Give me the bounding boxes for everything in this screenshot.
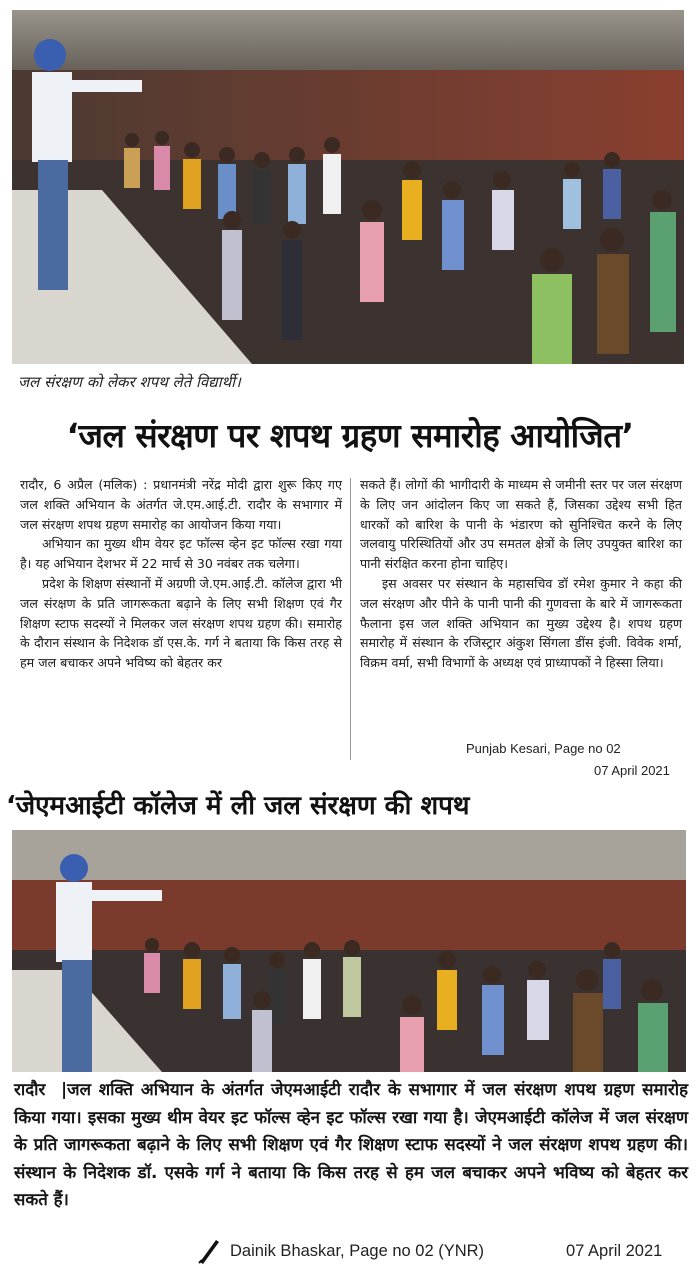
article-column-right (360, 475, 682, 673)
photo-students-oath-1 (12, 10, 684, 364)
headline-dainik-bhaskar: ‘जेएमआईटी कॉलेज में ली जल संरक्षण की शपथ (6, 791, 470, 821)
article-text: जल शक्ति अभियान के अंतर्गत जेएमआईटी रादौर के सभागार में जल संरक्षण शपथ ग्रहण समारोह किया गया। इसका मुख्य थीम वेयर इट फॉल्स व्हेन इट फॉल्स रखा गया है। जेएमआईटी कॉलेज में जल संरक्षण के प्रति जागरूकता बढ़ाने के लिए सभी शिक्षण एवं गैर शिक्षण स्टाफ सदस्यों ने जल संरक्षण शपथ ग्रहण की। संस्थान के निदेशक डॉ. एसके गर्ग ने बताया कि किस तरह से हम जल बचाकर अपने भविष्य को बेहतर कर सकते हैं। (14, 1079, 688, 1209)
date-label: 07 April 2021 (594, 763, 670, 778)
article-column-left (20, 475, 342, 673)
paragraph: अभियान का मुख्य थीम वेयर इट फॉल्स व्हेन इट फॉल्स रखा गया है। यह अभियान देशभर में 22 मार्च से 30 नवंबर तक चलेगा। (20, 536, 342, 572)
source-label: Dainik Bhaskar, Page no 02 (YNR) (230, 1242, 485, 1260)
dateline: रादौर (14, 1079, 46, 1099)
paragraph: इस अवसर पर संस्थान के महासचिव डॉ रमेश कुमार ने कहा की जल संरक्षण और पीने के पानी पानी की गुणवत्ता के बारे में जागरूकता फैलाना इस जल शक्ति अभियान का मुख्य उद्देश्य है। शपथ ग्रहण समारोह में संस्थान के रजिस्ट्रार अंकुश सिंगला डींस इंजी. विवेक शर्मा, विक्रम वर्मा, सभी विभागों के अध्यक्ष एवं प्राध्यापकों ने हिस्सा लिया। (360, 575, 682, 671)
paragraph: रादौर, 6 अप्रैल (मलिक) : प्रधानमंत्री नरेंद्र मोदी द्वारा शुरू किए गए जल शक्ति अभियान के अंतर्गत जे.एम.आई.टी. रादौर के सभागार में जल संरक्षण शपथ ग्रहण समारोह का आयोजन किया गया। (20, 477, 342, 532)
photo-caption: जल संरक्षण को लेकर शपथ लेते विद्यार्थी। (18, 373, 241, 391)
photo-students-oath-2 (12, 830, 686, 1072)
dateline-separator: | (53, 1079, 68, 1099)
date-label: 07 April 2021 (566, 1242, 663, 1260)
column-divider (350, 478, 351, 760)
pen-icon (196, 1236, 222, 1264)
source-label: Punjab Kesari, Page no 02 (466, 741, 621, 756)
paragraph: प्रदेश के शिक्षण संस्थानों में अग्रणी जे.एम.आई.टी. कॉलेज द्वारा भी जल संरक्षण के प्रति जागरूकता बढ़ाने के लिए सभी शिक्षण एवं गैर शिक्षण स्टाफ सदस्यों ने मिलकर जल संरक्षण शपथ ग्रहण की। समारोह के दौरान संस्थान के निदेशक डॉ एस.के. गर्ग ने बताया कि किस तरह से हम जल बचाकर अपने भविष्य को बेहतर कर (20, 575, 342, 671)
headline-punjab-kesari: ‘जल संरक्षण पर शपथ ग्रहण समारोह आयोजित’ (66, 416, 634, 455)
article-body-dainik-bhaskar (14, 1076, 688, 1214)
paragraph: सकते हैं। लोगों की भागीदारी के माध्यम से जमीनी स्तर पर जल संरक्षण के लिए जन आंदोलन किए जा सकते हैं, जिसका उद्देश्य सभी हित धारकों को बारिश के पानी के भंडारण को सुनिश्चित करने के लिए जलवायु परिस्थितियों और उप समतल क्षेत्रों के लिए उपयुक्त बारिश का पानी संरक्षित करना होना चाहिए। (360, 477, 682, 572)
